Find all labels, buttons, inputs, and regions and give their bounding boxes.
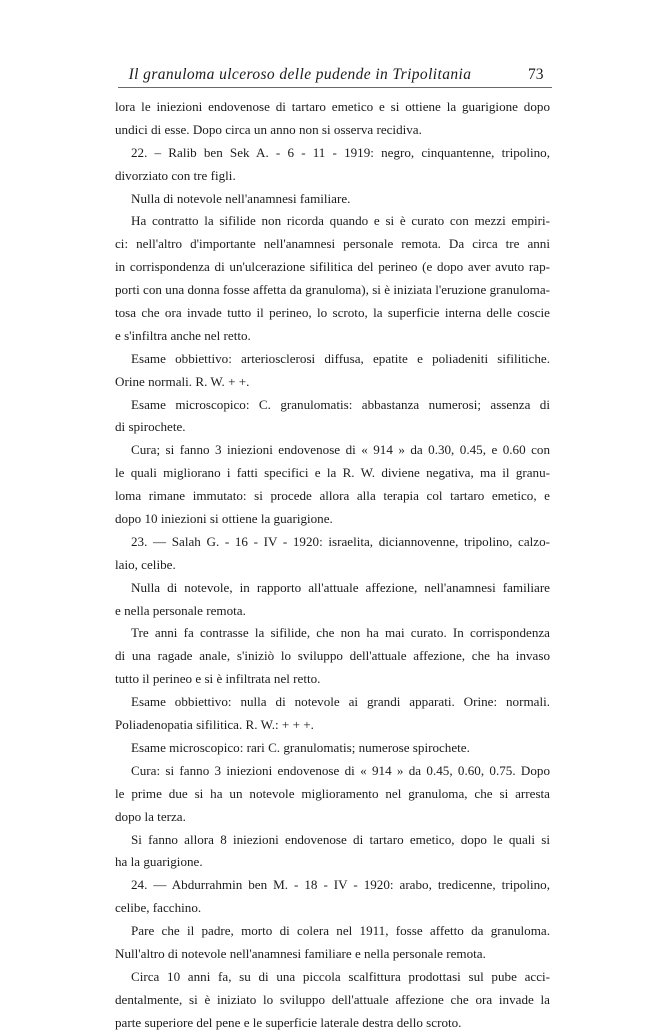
text-line: Ha contratto la sifilide non ricorda quando e si è curato con mezzi empiri- xyxy=(131,213,550,229)
text-line: lora le iniezioni endovenose di tartaro emetico e si ottiene la guarigione dopo xyxy=(115,99,550,114)
text-line: Esame microscopico: C. granulomatis: abbastanza numerosi; assenza di xyxy=(131,396,550,412)
text-line: tutto il perineo e si è infiltrata nel retto. xyxy=(115,671,321,687)
text-line: Nulla di notevole, in rapporto all'attuale affezione, nell'anamnesi familiare xyxy=(131,579,550,595)
text-line: 23. — Salah G. - 16 - IV - 1920: israelita, diciannovenne, tripolino, calzo- xyxy=(131,533,550,549)
text-line: le prime due si ha un notevole miglioramento nel granuloma, che si arresta xyxy=(115,785,550,801)
text-line: dopo la terza. xyxy=(115,808,186,824)
text-line: Null'altro di notevole nell'anamnesi familiare e nella personale remota. xyxy=(115,945,486,961)
text-line: Cura; si fanno 3 iniezioni endovenose di « 914 » da 0.30, 0.45, e 0.60 con xyxy=(131,442,550,458)
text-line: tosa che ora invade tutto il perineo, lo scroto, la superficie interna delle coscie xyxy=(115,305,550,321)
text-line: parte superiore del pene e le superficie laterale destra dello scroto. xyxy=(115,1014,462,1030)
text-line: Tre anni fa contrasse la sifilide, che non ha mai curato. In corrispondenza xyxy=(131,625,550,641)
text-line: 24. — Abdurrahmin ben M. - 18 - IV - 1920: arabo, tredicenne, tripolino, xyxy=(131,877,550,893)
text-line: Circa 10 anni fa, su di una piccola scalfittura prodottasi sul pube acci- xyxy=(131,968,550,984)
text-line: dopo 10 iniezioni si ottiene la guarigione. xyxy=(115,511,333,527)
text-line: 22. – Ralib ben Sek A. - 6 - 11 - 1919: negro, cinquantenne, tripolino, xyxy=(131,144,550,160)
text-line: loma rimane immutato: si procede allora alla terapia col tartaro emetico, e xyxy=(115,488,550,504)
text-line: Esame microscopico: rari C. granulomatis; numerose spirochete. xyxy=(131,739,470,755)
text-line: Esame obbiettivo: nulla di notevole ai grandi apparati. Orine: normali. xyxy=(131,694,550,710)
text-line: in corrispondenza di un'ulcerazione sifilitica del perineo (e dopo aver avuto rap- xyxy=(115,259,550,275)
text-line: Orine normali. R. W. + +. xyxy=(115,373,250,389)
text-line: e nella personale remota. xyxy=(115,602,246,618)
running-head xyxy=(40,64,560,86)
text-line: Cura: si fanno 3 iniezioni endovenose di « 914 » da 0.45, 0.60, 0.75. Dopo xyxy=(131,762,550,778)
text-line: laio, celibe. xyxy=(115,556,176,572)
text-line: Esame obbiettivo: arteriosclerosi diffusa, epatite e poliadeniti sifilitiche. xyxy=(131,350,550,366)
text-line: di spirochete. xyxy=(115,419,186,435)
text-line: ci: nell'altro d'importante nell'anamnesi personale remota. Da circa tre anni xyxy=(115,236,550,252)
text-line: e s'infiltra anche nel retto. xyxy=(115,327,251,343)
text-line: ha la guarigione. xyxy=(115,854,203,870)
text-line: divorziato con tre figli. xyxy=(115,167,236,183)
text-line: dentalmente, si è iniziato lo sviluppo dell'attuale affezione che ora invade la xyxy=(115,991,550,1007)
text-line: di una ragade anale, s'iniziò lo sviluppo dell'attuale affezione, che ha invaso xyxy=(115,648,550,664)
page-number: 73 xyxy=(528,66,544,83)
text-line: Pare che il padre, morto di colera nel 1911, fosse affetto da granuloma. xyxy=(131,923,550,939)
running-title: Il granuloma ulceroso delle pudende in Tripolitania xyxy=(128,66,472,83)
text-line: celibe, facchino. xyxy=(115,900,202,916)
text-line: Si fanno allora 8 iniezioni endovenose di tartaro emetico, dopo le quali si xyxy=(131,831,550,847)
text-line: Poliadenopatia sifilitica. R. W.: + + +. xyxy=(115,717,314,733)
body-text xyxy=(115,96,550,1035)
header-rule xyxy=(118,87,552,88)
text-line: Nulla di notevole nell'anamnesi familiare. xyxy=(131,190,351,206)
text-line: undici di esse. Dopo circa un anno non si osserva recidiva. xyxy=(115,121,422,137)
text-line: porti con una donna fosse affetta da granuloma), si è iniziata l'eruzione granuloma- xyxy=(115,282,550,298)
text-line: le quali migliorano i fatti specifici e la R. W. diviene negativa, ma il granu- xyxy=(115,465,550,481)
